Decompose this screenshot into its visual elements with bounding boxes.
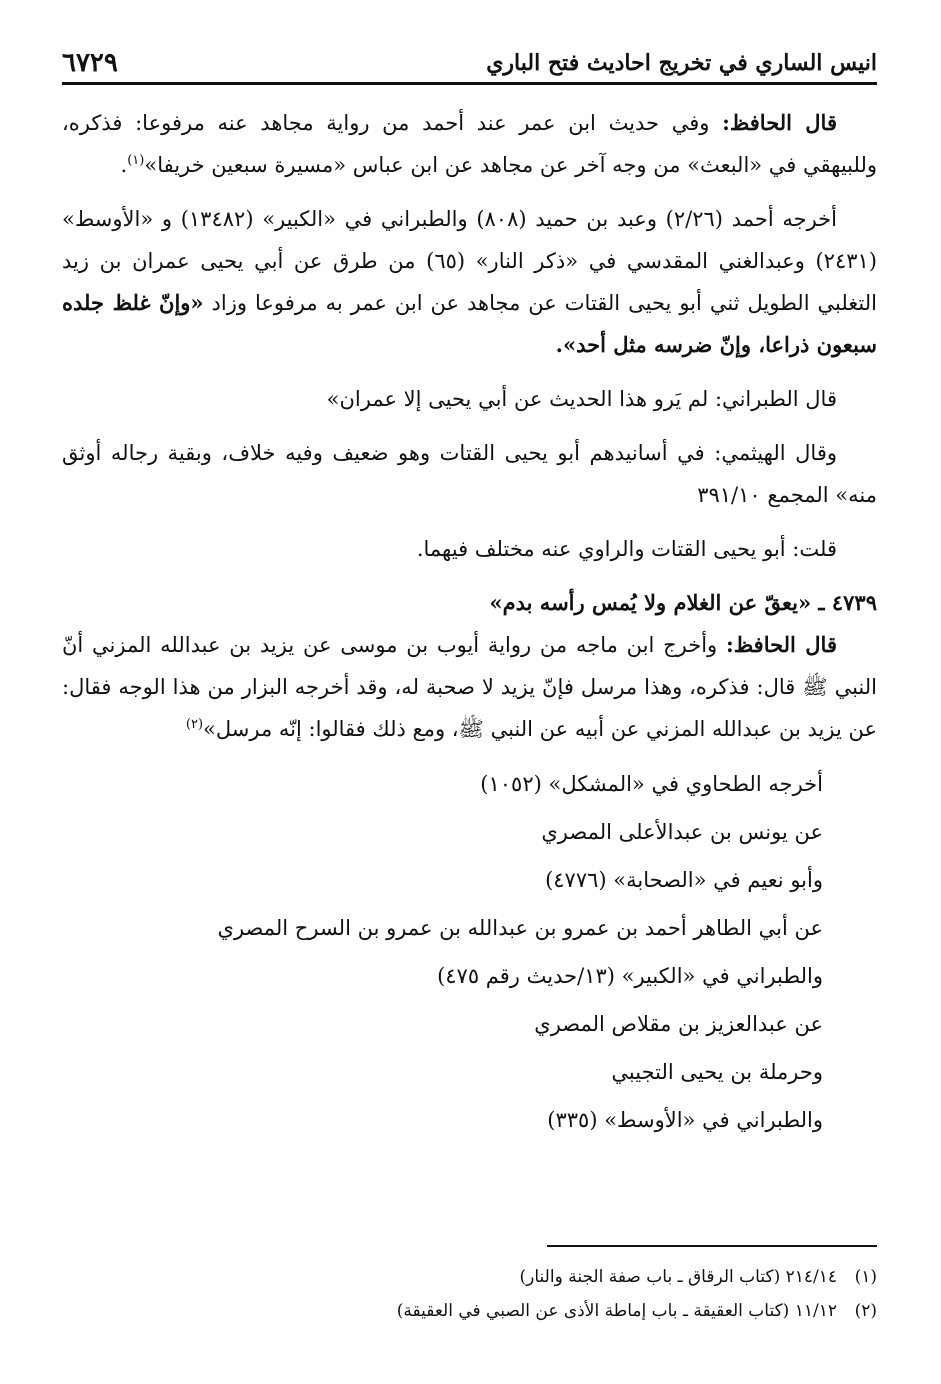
list-item: وحرملة بن يحيى التجيبي [611, 1060, 823, 1084]
footnote-ref: (١) [127, 153, 145, 168]
paragraph [62, 198, 877, 366]
list-item: عن أبي الطاهر أحمد بن عمرو بن عبدالله بن عمرو بن السرح المصري [217, 916, 823, 940]
list-item: والطبراني في «الكبير» (١٣/حديث رقم ٤٧٥) [437, 964, 823, 988]
footnote-text: ٢١٤/١٤ (كتاب الرقاق ـ باب صفة الجنة والنار) [519, 1267, 837, 1287]
footnote-divider [547, 1245, 877, 1247]
hadith-heading: ٤٧٣٩ ـ «يعقّ عن الغلام ولا يُمس رأسه بدم» [489, 590, 877, 615]
running-title: انيس الساري في تخريج احاديث فتح الباري [486, 50, 877, 76]
footnote [62, 1260, 877, 1294]
paragraph [62, 624, 877, 750]
paragraph-label: قال الحافظ: [722, 110, 837, 135]
page-header [62, 38, 877, 85]
list-item: أخرجه الطحاوي في «المشكل» (١٠٥٢) [480, 772, 823, 796]
page-body [62, 102, 877, 1144]
list-item: عن عبدالعزيز بن مقلاص المصري [534, 1012, 823, 1036]
paragraph: وقال الهيثمي: في أسانيدهم أبو يحيى القتات وهو ضعيف وفيه خلاف، وبقية رجاله أوثق منه» المجمع ٣٩١/١٠ [62, 441, 877, 507]
paragraph: قلت: أبو يحيى القتات والراوي عنه مختلف فيهما. [416, 537, 837, 561]
paragraph-text: وفي حديث ابن عمر عند أحمد من رواية مجاهد عنه مرفوعا: فذكره، وللبيهقي في «البعث» من وجه آخر عن مجاهد عن ابن عباس «مسيرة سبعين خريفا» [62, 111, 877, 177]
footnote-text: ١١/١٢ (كتاب العقيقة ـ باب إماطة الأذى عن الصبي في العقيقة) [396, 1301, 837, 1321]
paragraph-text: وأخرج ابن ماجه من رواية أيوب بن موسى عن يزيد بن عبدالله المزني أنّ النبي ﷺ قال: فذكره، وهذا مرسل فإنّ يزيد لا صحبة له، وقد أخرجه البزار من هذا الوجه فقال: عن يزيد بن عبدالله المزني عن أبيه عن النبي ﷺ، ومع ذلك فقالوا: إنّه مرسل» [62, 633, 877, 741]
footnote-number: (٢) [854, 1301, 877, 1321]
paragraph: قال الطبراني: لم يَرو هذا الحديث عن أبي يحيى إلا عمران» [326, 387, 837, 411]
list-item: والطبراني في «الأوسط» (٣٣٥) [547, 1108, 823, 1132]
page-number: ٦٧٢٩ [62, 48, 118, 78]
footnotes [62, 1260, 877, 1328]
footnote-number: (١) [854, 1267, 877, 1287]
paragraph-label: قال الحافظ: [725, 632, 837, 657]
list-item: عن يونس بن عبدالأعلى المصري [541, 820, 823, 844]
paragraph [62, 102, 877, 186]
footnote [62, 1294, 877, 1328]
list-item: وأبو نعيم في «الصحابة» (٤٧٧٦) [545, 868, 823, 892]
footnote-ref: (٢) [185, 717, 204, 732]
takhrij-list [62, 760, 877, 1144]
paragraph-text: أخرجه أحمد (٢/٢٦) وعبد بن حميد (٨٠٨) والطبراني في «الكبير» (١٣٤٨٢) و «الأوسط» (٢٤٣١) وعبدالغني المقدسي في «ذكر النار» (٦٥) من طرق عن أبي يحيى عمران بن زيد التغلبي الطويل ثني أبو يحيى القتات عن مجاهد عن ابن عمر به مرفوعا وزاد [62, 207, 877, 315]
paragraph-end: . [120, 153, 128, 177]
paragraph-bold-text: «وإنّ غلظ جلده سبعون ذراعا، وإنّ ضرسه مثل أحد». [62, 290, 877, 357]
